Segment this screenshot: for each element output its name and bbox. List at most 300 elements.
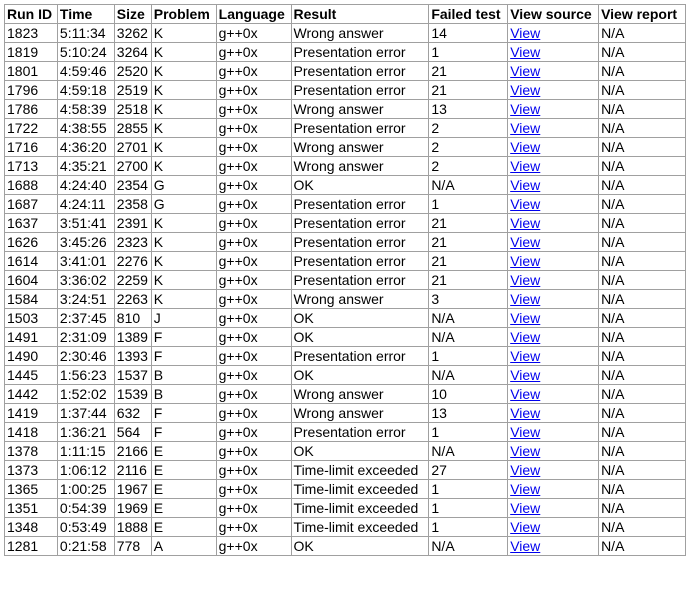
view-report-cell: N/A — [599, 233, 686, 252]
language-cell: g++0x — [216, 252, 291, 271]
view-source-cell — [508, 24, 599, 43]
time-cell: 4:58:39 — [57, 100, 114, 119]
table-row — [5, 347, 686, 366]
language-cell: g++0x — [216, 480, 291, 499]
view-source-cell — [508, 442, 599, 461]
time-cell: 2:37:45 — [57, 309, 114, 328]
table-row — [5, 119, 686, 138]
problem-cell: F — [151, 347, 216, 366]
view-source-link[interactable]: View — [510, 348, 541, 364]
time-cell: 3:41:01 — [57, 252, 114, 271]
language-cell: g++0x — [216, 100, 291, 119]
problem-cell: K — [151, 233, 216, 252]
result-cell: Presentation error — [291, 233, 429, 252]
view-source-link[interactable]: View — [510, 519, 541, 535]
view-source-link[interactable]: View — [510, 215, 541, 231]
result-cell: OK — [291, 537, 429, 556]
view-source-cell — [508, 176, 599, 195]
language-cell: g++0x — [216, 24, 291, 43]
failed-test-cell: N/A — [429, 537, 508, 556]
result-cell: Presentation error — [291, 214, 429, 233]
language-cell: g++0x — [216, 62, 291, 81]
view-report-cell: N/A — [599, 271, 686, 290]
result-cell: OK — [291, 366, 429, 385]
failed-test-cell: 21 — [429, 81, 508, 100]
failed-test-cell: 21 — [429, 62, 508, 81]
time-cell: 1:11:15 — [57, 442, 114, 461]
language-cell: g++0x — [216, 309, 291, 328]
run-id-cell: 1687 — [5, 195, 58, 214]
language-cell: g++0x — [216, 499, 291, 518]
result-cell: Wrong answer — [291, 100, 429, 119]
problem-cell: K — [151, 290, 216, 309]
result-cell: OK — [291, 309, 429, 328]
language-cell: g++0x — [216, 176, 291, 195]
view-source-cell — [508, 138, 599, 157]
run-id-cell: 1419 — [5, 404, 58, 423]
view-source-cell — [508, 233, 599, 252]
view-source-link[interactable]: View — [510, 424, 541, 440]
time-cell: 4:59:46 — [57, 62, 114, 81]
run-id-cell: 1796 — [5, 81, 58, 100]
view-source-cell — [508, 81, 599, 100]
view-source-cell — [508, 366, 599, 385]
problem-cell: J — [151, 309, 216, 328]
language-cell: g++0x — [216, 461, 291, 480]
run-id-cell: 1378 — [5, 442, 58, 461]
view-source-link[interactable]: View — [510, 101, 541, 117]
view-report-cell: N/A — [599, 100, 686, 119]
problem-cell: K — [151, 119, 216, 138]
view-report-cell: N/A — [599, 24, 686, 43]
table-row — [5, 328, 686, 347]
time-cell: 0:54:39 — [57, 499, 114, 518]
problem-cell: F — [151, 404, 216, 423]
language-cell: g++0x — [216, 423, 291, 442]
run-id-cell: 1823 — [5, 24, 58, 43]
time-cell: 4:24:40 — [57, 176, 114, 195]
table-row — [5, 385, 686, 404]
view-report-cell: N/A — [599, 385, 686, 404]
view-report-cell: N/A — [599, 499, 686, 518]
problem-cell: G — [151, 176, 216, 195]
view-report-cell: N/A — [599, 537, 686, 556]
language-cell: g++0x — [216, 537, 291, 556]
table-row — [5, 138, 686, 157]
table-row — [5, 62, 686, 81]
failed-test-cell: 27 — [429, 461, 508, 480]
view-report-cell: N/A — [599, 480, 686, 499]
view-report-cell: N/A — [599, 119, 686, 138]
run-id-cell: 1801 — [5, 62, 58, 81]
run-id-cell: 1348 — [5, 518, 58, 537]
table-row — [5, 518, 686, 537]
view-source-cell — [508, 43, 599, 62]
result-cell: Presentation error — [291, 195, 429, 214]
size-cell: 3262 — [114, 24, 151, 43]
view-source-link[interactable]: View — [510, 234, 541, 250]
view-source-link[interactable]: View — [510, 538, 541, 554]
problem-cell: K — [151, 81, 216, 100]
time-cell: 5:11:34 — [57, 24, 114, 43]
failed-test-cell: N/A — [429, 442, 508, 461]
view-source-link[interactable]: View — [510, 386, 541, 402]
table-row — [5, 233, 686, 252]
view-source-cell — [508, 518, 599, 537]
size-cell: 1539 — [114, 385, 151, 404]
language-cell: g++0x — [216, 214, 291, 233]
failed-test-cell: 3 — [429, 290, 508, 309]
result-cell: Wrong answer — [291, 385, 429, 404]
table-row — [5, 195, 686, 214]
view-report-cell: N/A — [599, 518, 686, 537]
failed-test-cell: 1 — [429, 518, 508, 537]
size-cell: 2358 — [114, 195, 151, 214]
view-report-cell: N/A — [599, 43, 686, 62]
problem-cell: K — [151, 43, 216, 62]
problem-cell: E — [151, 461, 216, 480]
view-source-cell — [508, 271, 599, 290]
problem-cell: K — [151, 271, 216, 290]
time-cell: 0:53:49 — [57, 518, 114, 537]
view-source-cell — [508, 119, 599, 138]
result-cell: Wrong answer — [291, 157, 429, 176]
header-view-report: View report — [599, 5, 686, 24]
failed-test-cell: 21 — [429, 233, 508, 252]
time-cell: 2:30:46 — [57, 347, 114, 366]
header-view-source: View source — [508, 5, 599, 24]
failed-test-cell: 21 — [429, 214, 508, 233]
result-cell: Presentation error — [291, 62, 429, 81]
table-row — [5, 176, 686, 195]
failed-test-cell: N/A — [429, 366, 508, 385]
view-source-link[interactable]: View — [510, 443, 541, 459]
table-row — [5, 252, 686, 271]
view-report-cell: N/A — [599, 461, 686, 480]
language-cell: g++0x — [216, 233, 291, 252]
header-failed-test: Failed test — [429, 5, 508, 24]
table-row — [5, 81, 686, 100]
view-source-link[interactable]: View — [510, 367, 541, 383]
size-cell: 2116 — [114, 461, 151, 480]
table-row — [5, 290, 686, 309]
view-source-link[interactable]: View — [510, 158, 541, 174]
view-source-link[interactable]: View — [510, 63, 541, 79]
header-run-id: Run ID — [5, 5, 58, 24]
size-cell: 2259 — [114, 271, 151, 290]
problem-cell: F — [151, 328, 216, 347]
failed-test-cell: N/A — [429, 309, 508, 328]
table-row — [5, 157, 686, 176]
result-cell: Time-limit exceeded — [291, 461, 429, 480]
size-cell: 632 — [114, 404, 151, 423]
table-row — [5, 100, 686, 119]
table-row — [5, 423, 686, 442]
failed-test-cell: 1 — [429, 43, 508, 62]
run-id-cell: 1626 — [5, 233, 58, 252]
problem-cell: G — [151, 195, 216, 214]
time-cell: 2:31:09 — [57, 328, 114, 347]
language-cell: g++0x — [216, 518, 291, 537]
table-row — [5, 366, 686, 385]
header-language: Language — [216, 5, 291, 24]
view-report-cell: N/A — [599, 81, 686, 100]
time-cell: 0:21:58 — [57, 537, 114, 556]
run-id-cell: 1351 — [5, 499, 58, 518]
problem-cell: E — [151, 499, 216, 518]
header-time: Time — [57, 5, 114, 24]
view-source-cell — [508, 252, 599, 271]
view-source-cell — [508, 328, 599, 347]
size-cell: 2323 — [114, 233, 151, 252]
view-source-cell — [508, 461, 599, 480]
result-cell: OK — [291, 176, 429, 195]
problem-cell: K — [151, 214, 216, 233]
time-cell: 5:10:24 — [57, 43, 114, 62]
language-cell: g++0x — [216, 290, 291, 309]
run-id-cell: 1373 — [5, 461, 58, 480]
view-source-link[interactable]: View — [510, 329, 541, 345]
view-source-link[interactable]: View — [510, 44, 541, 60]
run-id-cell: 1604 — [5, 271, 58, 290]
view-report-cell: N/A — [599, 442, 686, 461]
result-cell: Presentation error — [291, 119, 429, 138]
language-cell: g++0x — [216, 442, 291, 461]
view-source-link[interactable]: View — [510, 481, 541, 497]
language-cell: g++0x — [216, 328, 291, 347]
size-cell: 1393 — [114, 347, 151, 366]
failed-test-cell: 1 — [429, 480, 508, 499]
time-cell: 1:00:25 — [57, 480, 114, 499]
view-source-link[interactable]: View — [510, 272, 541, 288]
time-cell: 4:38:55 — [57, 119, 114, 138]
view-report-cell: N/A — [599, 423, 686, 442]
table-row — [5, 499, 686, 518]
problem-cell: A — [151, 537, 216, 556]
run-id-cell: 1614 — [5, 252, 58, 271]
result-cell: Presentation error — [291, 347, 429, 366]
size-cell: 810 — [114, 309, 151, 328]
time-cell: 1:06:12 — [57, 461, 114, 480]
view-report-cell: N/A — [599, 290, 686, 309]
view-source-cell — [508, 385, 599, 404]
language-cell: g++0x — [216, 119, 291, 138]
table-row — [5, 537, 686, 556]
result-cell: Wrong answer — [291, 138, 429, 157]
language-cell: g++0x — [216, 366, 291, 385]
language-cell: g++0x — [216, 404, 291, 423]
language-cell: g++0x — [216, 195, 291, 214]
problem-cell: K — [151, 24, 216, 43]
view-source-link[interactable]: View — [510, 291, 541, 307]
time-cell: 3:45:26 — [57, 233, 114, 252]
view-source-cell — [508, 290, 599, 309]
view-source-link[interactable]: View — [510, 500, 541, 516]
result-cell: Presentation error — [291, 252, 429, 271]
run-id-cell: 1688 — [5, 176, 58, 195]
size-cell: 1537 — [114, 366, 151, 385]
view-source-link[interactable]: View — [510, 25, 541, 41]
size-cell: 1967 — [114, 480, 151, 499]
view-source-link[interactable]: View — [510, 405, 541, 421]
header-row — [5, 5, 686, 24]
table-row — [5, 271, 686, 290]
size-cell: 1389 — [114, 328, 151, 347]
time-cell: 1:37:44 — [57, 404, 114, 423]
size-cell: 564 — [114, 423, 151, 442]
problem-cell: F — [151, 423, 216, 442]
failed-test-cell: N/A — [429, 176, 508, 195]
failed-test-cell: 21 — [429, 252, 508, 271]
failed-test-cell: 2 — [429, 119, 508, 138]
table-row — [5, 24, 686, 43]
time-cell: 3:24:51 — [57, 290, 114, 309]
failed-test-cell: 10 — [429, 385, 508, 404]
view-source-link[interactable]: View — [510, 177, 541, 193]
table-row — [5, 442, 686, 461]
result-cell: Wrong answer — [291, 404, 429, 423]
size-cell: 2276 — [114, 252, 151, 271]
view-report-cell: N/A — [599, 157, 686, 176]
result-cell: Time-limit exceeded — [291, 518, 429, 537]
run-id-cell: 1786 — [5, 100, 58, 119]
view-report-cell: N/A — [599, 195, 686, 214]
time-cell: 4:36:20 — [57, 138, 114, 157]
view-source-link[interactable]: View — [510, 253, 541, 269]
run-id-cell: 1365 — [5, 480, 58, 499]
view-report-cell: N/A — [599, 347, 686, 366]
view-source-link[interactable]: View — [510, 82, 541, 98]
size-cell: 3264 — [114, 43, 151, 62]
language-cell: g++0x — [216, 43, 291, 62]
size-cell: 2391 — [114, 214, 151, 233]
view-source-cell — [508, 423, 599, 442]
run-id-cell: 1491 — [5, 328, 58, 347]
run-id-cell: 1722 — [5, 119, 58, 138]
view-source-cell — [508, 157, 599, 176]
failed-test-cell: 13 — [429, 100, 508, 119]
view-source-link[interactable]: View — [510, 462, 541, 478]
problem-cell: B — [151, 366, 216, 385]
time-cell: 4:59:18 — [57, 81, 114, 100]
problem-cell: K — [151, 157, 216, 176]
run-id-cell: 1716 — [5, 138, 58, 157]
view-source-link[interactable]: View — [510, 310, 541, 326]
problem-cell: E — [151, 442, 216, 461]
run-id-cell: 1418 — [5, 423, 58, 442]
submissions-table — [4, 4, 686, 556]
result-cell: Time-limit exceeded — [291, 480, 429, 499]
time-cell: 1:52:02 — [57, 385, 114, 404]
view-source-link[interactable]: View — [510, 139, 541, 155]
language-cell: g++0x — [216, 271, 291, 290]
view-source-cell — [508, 404, 599, 423]
failed-test-cell: 1 — [429, 499, 508, 518]
size-cell: 2520 — [114, 62, 151, 81]
view-source-cell — [508, 480, 599, 499]
failed-test-cell: 21 — [429, 271, 508, 290]
run-id-cell: 1490 — [5, 347, 58, 366]
result-cell: Presentation error — [291, 271, 429, 290]
result-cell: Time-limit exceeded — [291, 499, 429, 518]
view-source-cell — [508, 347, 599, 366]
size-cell: 2263 — [114, 290, 151, 309]
view-source-cell — [508, 214, 599, 233]
problem-cell: K — [151, 138, 216, 157]
result-cell: Wrong answer — [291, 24, 429, 43]
header-result: Result — [291, 5, 429, 24]
language-cell: g++0x — [216, 138, 291, 157]
view-report-cell: N/A — [599, 404, 686, 423]
time-cell: 3:36:02 — [57, 271, 114, 290]
view-source-cell — [508, 309, 599, 328]
problem-cell: B — [151, 385, 216, 404]
header-problem: Problem — [151, 5, 216, 24]
view-report-cell: N/A — [599, 309, 686, 328]
view-source-cell — [508, 100, 599, 119]
problem-cell: E — [151, 518, 216, 537]
table-row — [5, 461, 686, 480]
table-row — [5, 480, 686, 499]
size-cell: 2354 — [114, 176, 151, 195]
result-cell: Wrong answer — [291, 290, 429, 309]
table-row — [5, 309, 686, 328]
view-source-cell — [508, 537, 599, 556]
time-cell: 1:56:23 — [57, 366, 114, 385]
problem-cell: K — [151, 62, 216, 81]
view-report-cell: N/A — [599, 62, 686, 81]
view-source-link[interactable]: View — [510, 120, 541, 136]
table-row — [5, 43, 686, 62]
run-id-cell: 1281 — [5, 537, 58, 556]
size-cell: 2701 — [114, 138, 151, 157]
result-cell: OK — [291, 442, 429, 461]
run-id-cell: 1819 — [5, 43, 58, 62]
failed-test-cell: 2 — [429, 138, 508, 157]
view-report-cell: N/A — [599, 138, 686, 157]
time-cell: 4:35:21 — [57, 157, 114, 176]
view-report-cell: N/A — [599, 176, 686, 195]
size-cell: 1888 — [114, 518, 151, 537]
run-id-cell: 1503 — [5, 309, 58, 328]
language-cell: g++0x — [216, 347, 291, 366]
failed-test-cell: 13 — [429, 404, 508, 423]
problem-cell: E — [151, 480, 216, 499]
table-body — [5, 24, 686, 556]
failed-test-cell: 2 — [429, 157, 508, 176]
language-cell: g++0x — [216, 81, 291, 100]
run-id-cell: 1445 — [5, 366, 58, 385]
view-source-cell — [508, 499, 599, 518]
size-cell: 2700 — [114, 157, 151, 176]
size-cell: 2518 — [114, 100, 151, 119]
time-cell: 3:51:41 — [57, 214, 114, 233]
language-cell: g++0x — [216, 157, 291, 176]
problem-cell: K — [151, 252, 216, 271]
view-source-cell — [508, 62, 599, 81]
view-report-cell: N/A — [599, 214, 686, 233]
size-cell: 1969 — [114, 499, 151, 518]
failed-test-cell: 14 — [429, 24, 508, 43]
result-cell: Presentation error — [291, 423, 429, 442]
run-id-cell: 1442 — [5, 385, 58, 404]
time-cell: 4:24:11 — [57, 195, 114, 214]
result-cell: Presentation error — [291, 43, 429, 62]
view-report-cell: N/A — [599, 366, 686, 385]
view-source-link[interactable]: View — [510, 196, 541, 212]
time-cell: 1:36:21 — [57, 423, 114, 442]
result-cell: Presentation error — [291, 81, 429, 100]
